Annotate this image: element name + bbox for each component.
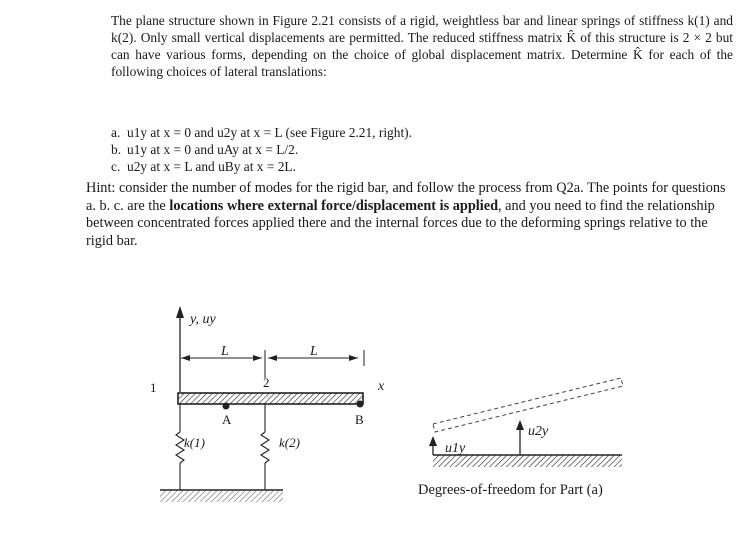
hint-text-after: , and you need to find the relationship between concentrated forces applied there and the internal forces due to the deforming springs relative to the rigid bar.: [86, 197, 715, 249]
part-label: b.: [111, 142, 122, 157]
part-text: u1y at x = 0 and uAy at x = L/2.: [127, 142, 299, 157]
ground-support: [160, 490, 283, 502]
point-a-label: A: [222, 412, 232, 427]
point-b-label: B: [355, 412, 364, 427]
node-1-label: 1: [150, 380, 157, 395]
x-axis-label: x: [378, 379, 385, 394]
part-label: c.: [111, 159, 121, 174]
dof-u1y-label: u1y: [445, 441, 466, 456]
problem-intro: The plane structure shown in Figure 2.21 consists of a rigid, weightless bar and linear springs of stiffness k(1) and k(2). Only small vertical displacements are permitted. The reduced stiffness matrix K̂ of this structure is 2 × 2 but can have various forms, depending on the choice of global displacement matrix. Determine K̂ for each of the following choices of lateral translations:: [111, 13, 733, 79]
figure-caption: Degrees-of-freedom for Part (a): [418, 482, 603, 498]
point-b-marker: [357, 401, 364, 408]
point-a-marker: [223, 403, 230, 410]
spring-1: [176, 404, 184, 490]
spring-1-label: k(1): [184, 435, 205, 450]
dof-u2y-label: u2y: [528, 424, 549, 439]
hint-text-before: Hint: consider the number of modes for the rigid bar, and follow the process from Q2a. The points for questions a. b. c. are the: [86, 180, 726, 214]
part-text: u2y at x = L and uBy at x = 2L.: [127, 159, 296, 174]
y-axis-label: y, uy: [190, 312, 216, 327]
part-text: u1y at x = 0 and u2y at x = L (see Figure 2.21, right).: [127, 125, 412, 140]
y-axis-arrow: [176, 306, 184, 392]
spring-2-label: k(2): [279, 435, 300, 450]
dim-label-left: L: [221, 344, 229, 359]
hint-bold-text: locations where external force/displacement is applied: [169, 197, 499, 214]
dim-label-right: L: [310, 344, 318, 359]
node-2-label: 2: [263, 375, 270, 390]
part-label: a.: [111, 125, 121, 140]
rigid-bar: [178, 393, 363, 404]
spring-2: [261, 404, 269, 490]
